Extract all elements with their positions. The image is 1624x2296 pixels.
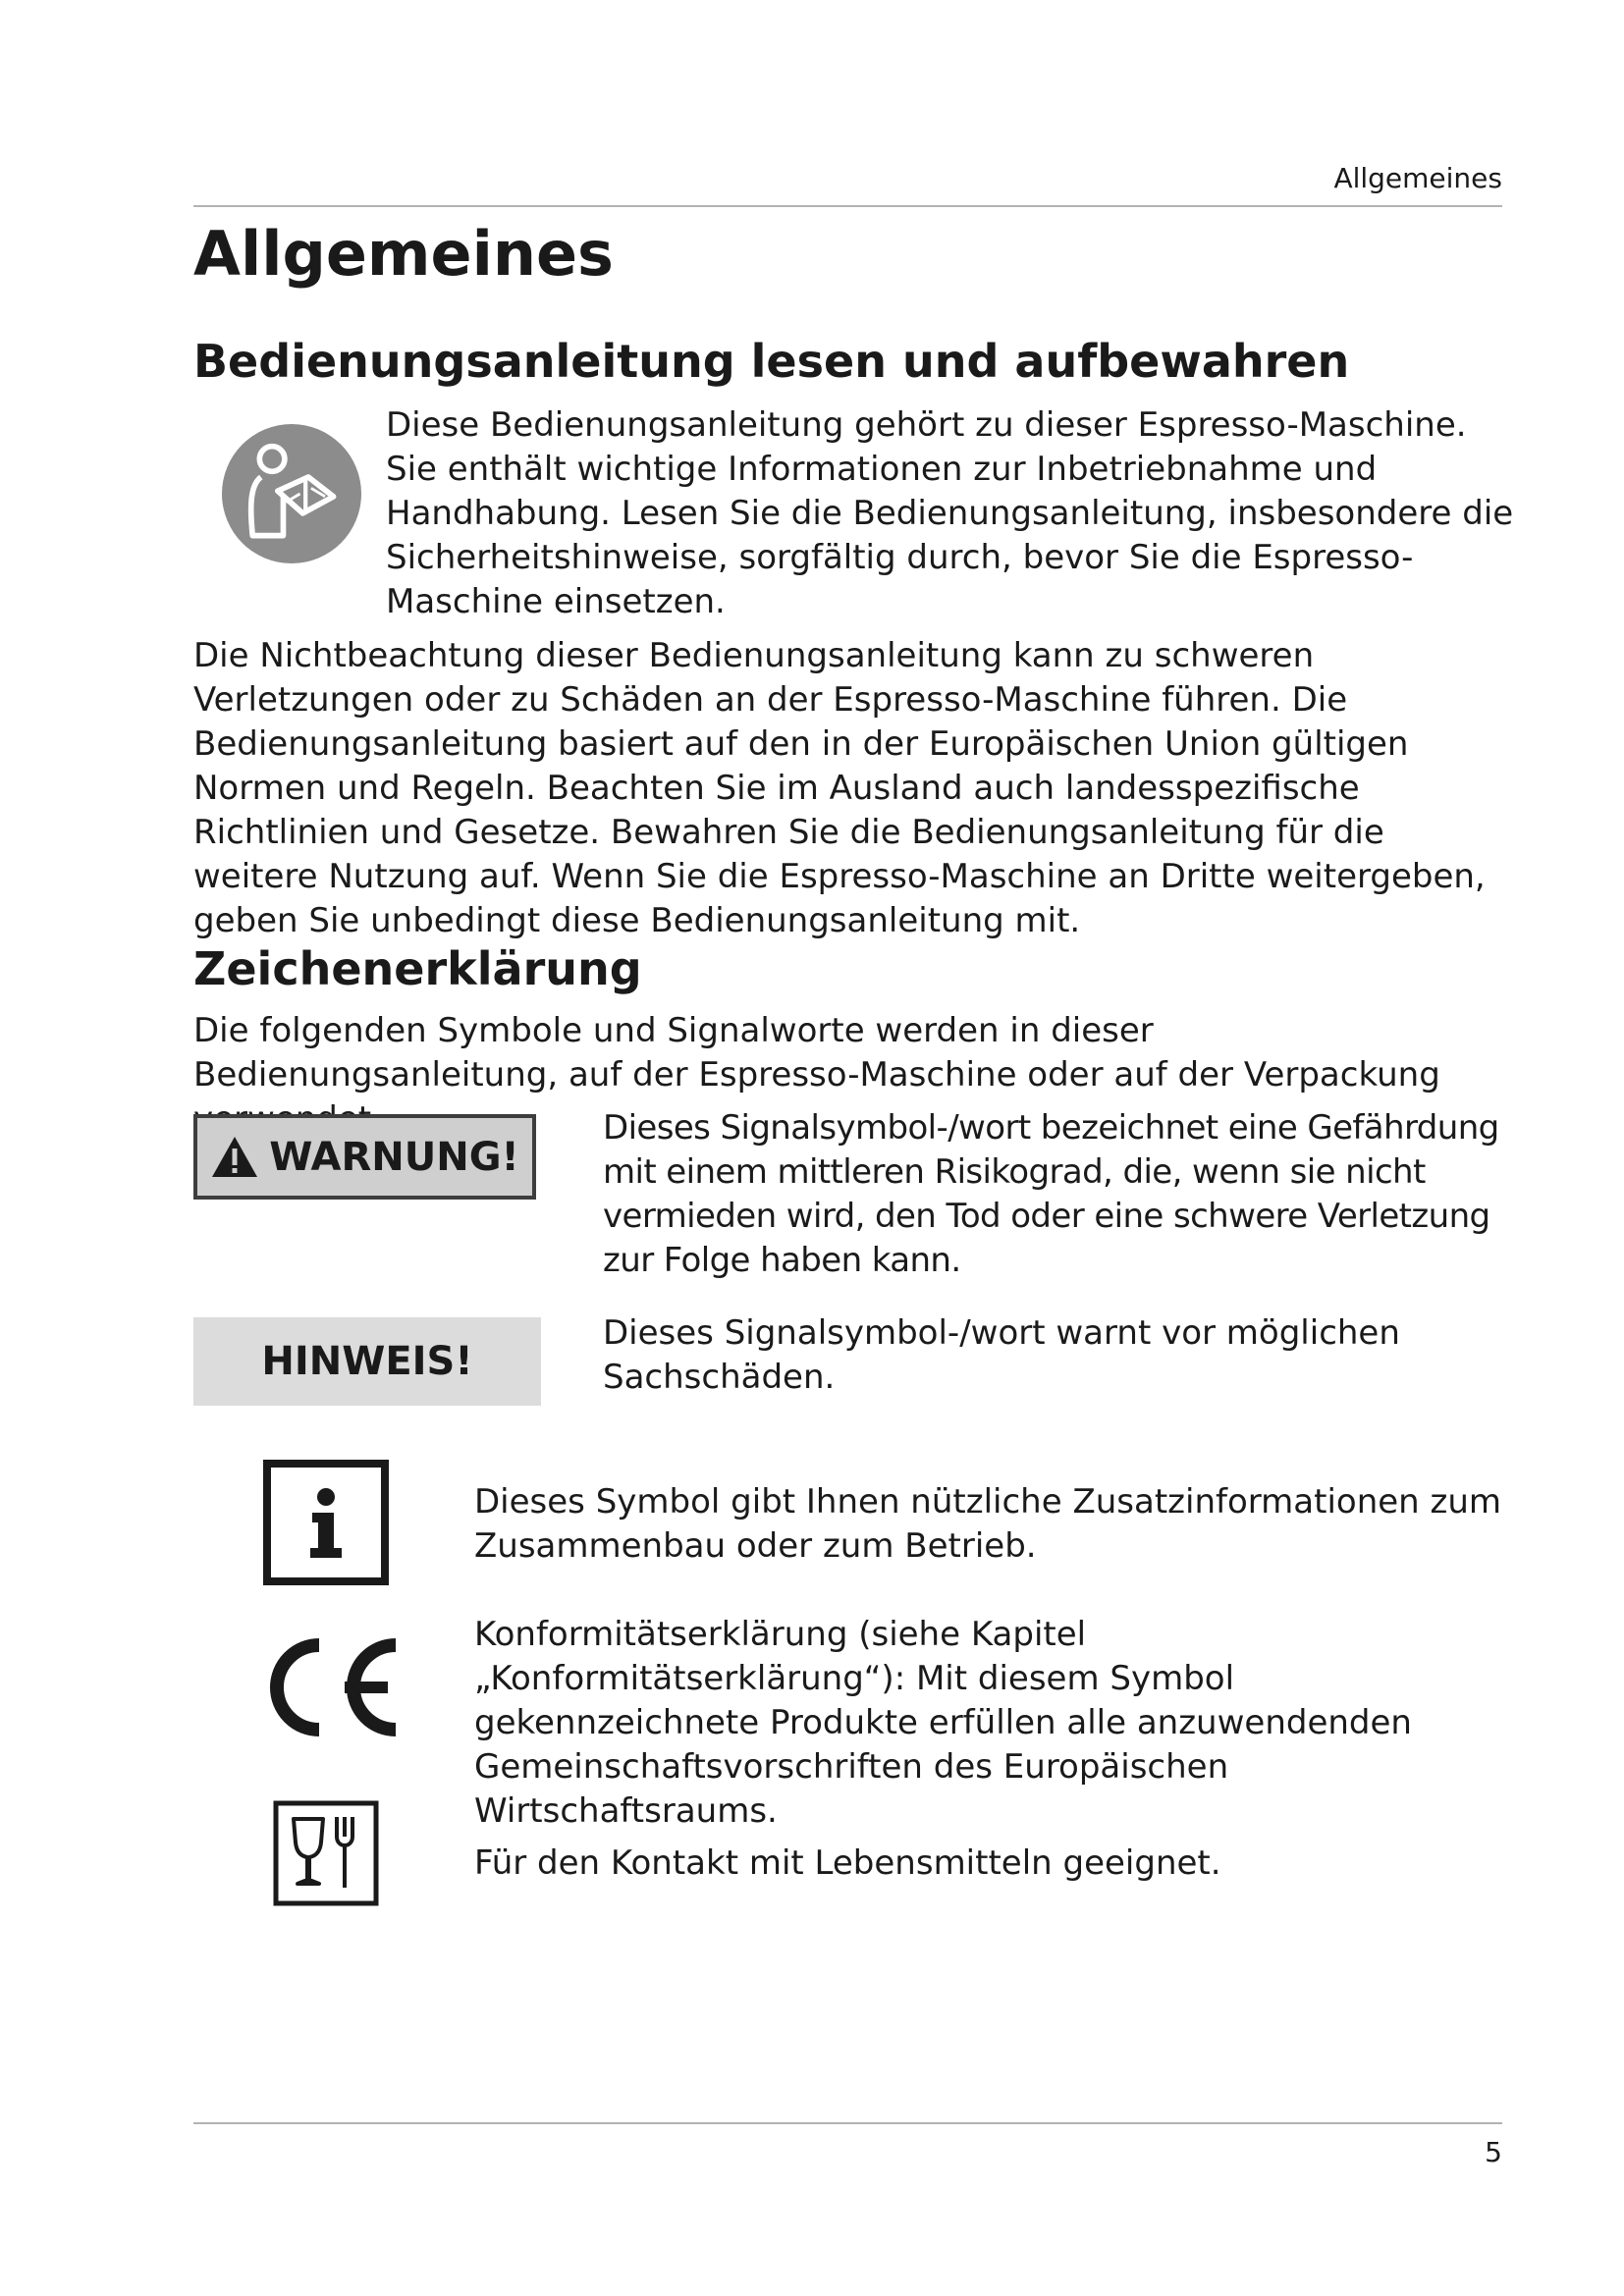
notice-description: Dieses Signalsymbol-/wort warnt vor möglichen Sachschäden. — [603, 1313, 1400, 1397]
ce-mark-icon — [250, 1633, 407, 1741]
food-safe-icon — [272, 1799, 380, 1907]
manual-intro-text: Diese Bedienungsanleitung gehört zu dieser Espresso-Maschine. Sie enthält wichtige Informationen zur Inbetriebnahme und Handhabung. Lesen Sie die Bedienungsanleitung, insbesondere die Sicherheitshinweise, sorgfältig durch, bevor Sie die Espresso-Maschine einsetzen. — [386, 405, 1514, 621]
footer-rule — [193, 2122, 1502, 2124]
symbols-intro-text: Die folgenden Symbole und Signalworte werden in dieser Bedienungsanleitung, auf der Espresso-Maschine oder auf der Verpackung — [193, 1011, 1440, 1095]
manual-body-text: Die Nichtbeachtung dieser Bedienungsanleitung kann zu schweren Verletzungen oder zu Schäden an der Espresso-Maschine führen. Die Bedienungsanleitung basiert auf den in der Europäischen Union gültigen Normen und Regeln. Beachten Sie im Ausland auch landesspezifische Richtlinien und Gesetze. Bewahren Sie die Bedienungsanleitung für die weitere Nutzung auf. Wenn Sie die Espresso-Maschine an Dritte weitergeben, geben Sie unbedingt diese Bedienungsanleitung mit. — [193, 636, 1486, 940]
warning-label: WARNUNG! — [269, 1134, 519, 1180]
section-heading-manual: Bedienungsanleitung lesen und aufbewahren — [193, 335, 1350, 388]
page-number: 5 — [1485, 2136, 1502, 2168]
read-manual-icon — [222, 424, 361, 563]
section-heading-symbols: Zeichenerklärung — [193, 942, 642, 995]
ce-description: Konformitätserklärung (siehe Kapitel „Konformitätserklärung“): Mit diesem Symbol gekennzeichnete Produkte erfüllen alle anzuwendenden Gemeinschaftsvorschriften des Europäischen Wirtschaftsraums. — [474, 1615, 1412, 1831]
food-safe-description: Für den Kontakt mit Lebensmitteln geeignet. — [474, 1843, 1221, 1883]
notice-label: HINWEIS! — [261, 1339, 473, 1384]
info-description: Dieses Symbol gibt Ihnen nützliche Zusatzinformationen zum Zusammenbau oder zum Betrieb. — [474, 1482, 1502, 1566]
warning-badge — [193, 1114, 536, 1200]
page-title: Allgemeines — [193, 218, 614, 290]
running-header — [193, 162, 1502, 207]
warning-description: Dieses Signalsymbol-/wort bezeichnet eine Gefährdung mit einem mittleren Risikograd, die, wenn sie nicht vermieden wird, den Tod oder eine schwere Verletzung zur Folge haben kann. — [603, 1108, 1499, 1280]
info-icon — [263, 1460, 389, 1585]
warning-triangle-icon — [210, 1135, 259, 1179]
running-header-title: Allgemeines — [1333, 162, 1502, 194]
notice-badge — [193, 1317, 541, 1406]
